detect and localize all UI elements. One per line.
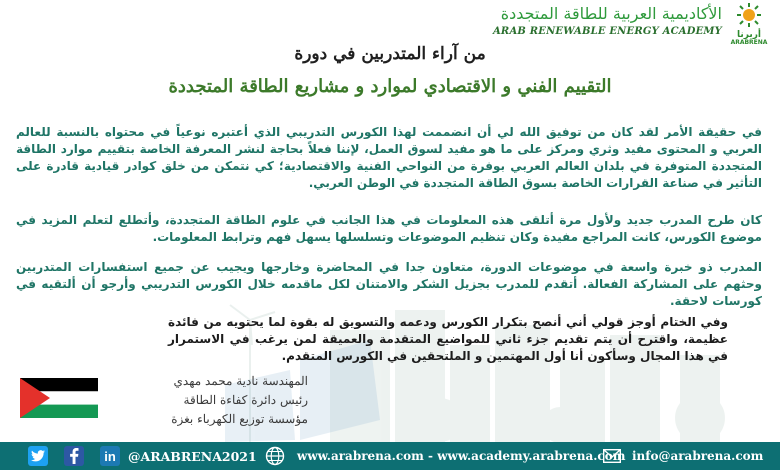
social-handle[interactable]: @ARABRENA2021: [128, 448, 257, 464]
email-link[interactable]: info@arabrena.com: [632, 449, 764, 463]
twitter-icon: [28, 446, 48, 466]
email-icon: [602, 446, 622, 466]
signature-role: رئيس دائرة كفاءة الطاقة: [183, 393, 308, 407]
course-title: التقييم الفني و الاقتصادي لموارد و مشاريع الطاقة المتجددة: [168, 76, 612, 97]
testimonial-paragraph-1: في حقيقة الأمر لقد كان من توفيق الله لي أن انضممت لهذا الكورس التدريبي الذي أعتبره نوعياً في محتواه بالنسبة للعالم العربي و المحتوى مفيد وثري ومركز على ما هو مفيد لسوق العمل، لإننا فعلاً بحاجة لنشر المعرفة الخاصة بتقييم موارد الطاقة المتجددة المتوفرة في بلدان العالم العربي بوفرة من النواحي الفنية والاقتصادية؛ كي نتمكن من خلق كوادر قيادية قادرة على التأثير في صناعة القرارات الخاصة بسوق الطاقة المتجددة في الوطن العربي.: [16, 125, 762, 190]
logo-mark-text-en: ARABRENA: [730, 39, 768, 46]
testimonial-paragraph-2: كان طرح المدرب جديد ولأول مرة أتلقى هذه المعلومات في هذا الجانب في علوم الطاقة المتجددة، وأتطلع لتعلم المزيد في موضوع الكورس، كانت المراجع مفيدة وكان تنظيم الموضوعات وتسلسلها يسهل فهم وترابط المعلومات.: [16, 213, 762, 244]
palestine-flag-icon: [20, 378, 98, 418]
website-globe: [265, 442, 285, 470]
facebook-icon: [64, 446, 84, 466]
testimonial-paragraph-3: المدرب ذو خبرة واسعة في موضوعات الدورة، متعاون جدا في المحاضرة وخارجها ويجيب عن جميع استفسارات المتدربين وحثهم على المشاركة الفعالة. أتقدم للمدرب بجزيل الشكر والامتنان لكل ماقدمه خلال الكورس التدريبي وأرجو أن ألتقيه في كورسات لاحقة.: [16, 260, 762, 308]
footer-bar: [0, 442, 780, 470]
page-title: من آراء المتدربين في دورة: [294, 44, 486, 64]
linkedin-icon: in: [100, 446, 120, 466]
website-links[interactable]: www.arabrena.com - www.academy.arabrena.com: [297, 449, 626, 463]
email-icon-wrap: [602, 442, 622, 470]
facebook-link[interactable]: [64, 442, 84, 470]
linkedin-link[interactable]: [100, 442, 120, 470]
academy-logo[interactable]: [472, 2, 772, 46]
testimonial-paragraph-4: وفي الختام أوجز قولي أني أنصح بتكرار الكورس ودعمه والتسويق له بقوة لما يحتويه من فائدة عظيمة، واقترح أن يتم تقديم جزء ثاني للمواضيع المتقدمة والعميقة لمن يرغب في الاستمرار في هذا المجال وسأكون أنا أول المهتمين و الملتحقين في الكورس المتقدم.: [168, 315, 728, 363]
twitter-link[interactable]: [28, 442, 48, 470]
globe-icon: [265, 446, 285, 466]
signature-organization: مؤسسة توزيع الكهرباء بغزة: [171, 412, 308, 426]
signature-block: [108, 372, 308, 429]
signature-name: المهندسة نادية محمد مهدي: [173, 374, 308, 388]
logo-mark-text-ar: أريرنا: [736, 30, 761, 40]
logo-name-english: ARAB RENEWABLE ENERGY ACADEMY: [492, 26, 722, 37]
logo-name-arabic: الأكاديمية العربية للطاقة المتجددة: [500, 4, 722, 23]
